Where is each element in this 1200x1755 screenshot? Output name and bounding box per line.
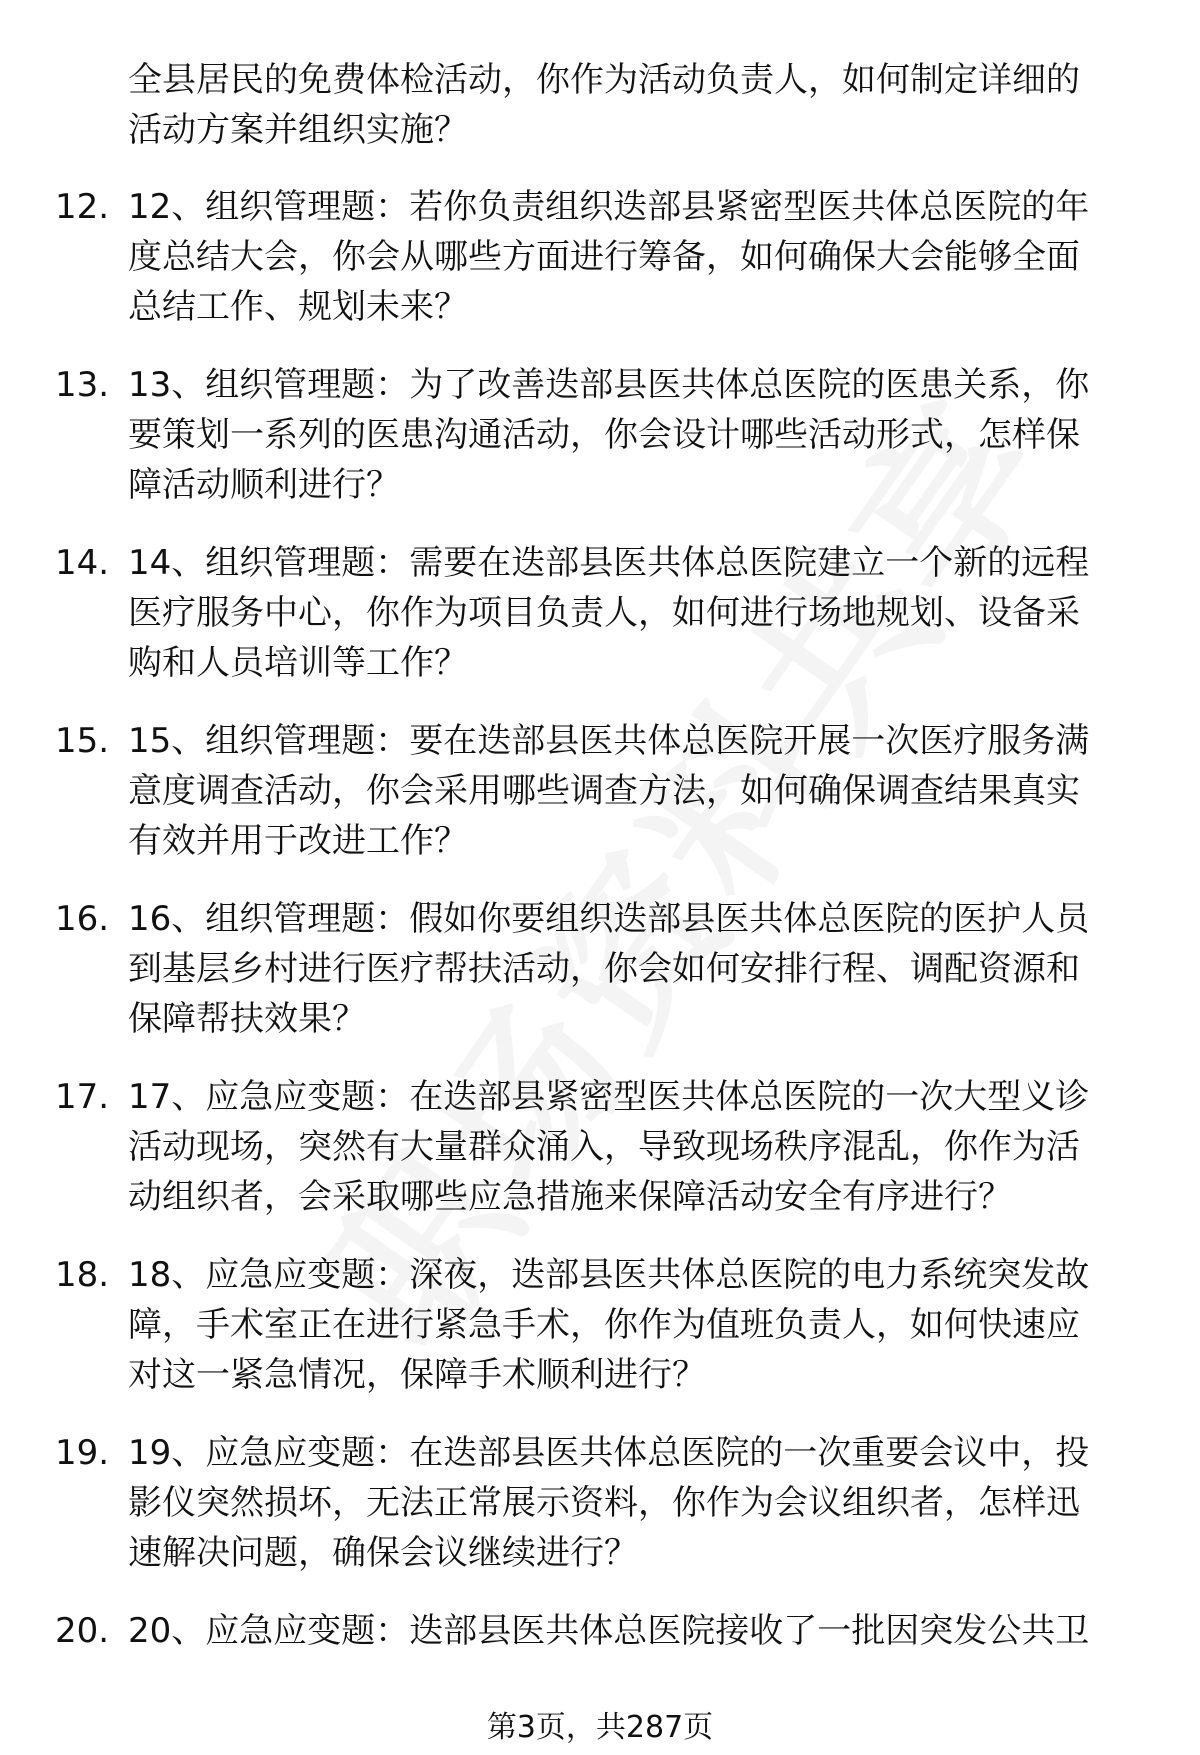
text-line: 12、组织管理题：若你负责组织迭部县紧密型医共体总医院的年: [128, 187, 1090, 227]
text-line: 动组织者，会采取哪些应急措施来保障活动安全有序进行？: [128, 1177, 1012, 1217]
text-line: 要策划一系列的医患沟通活动，你会设计哪些活动形式，怎样保: [128, 415, 1080, 455]
item-text: [128, 716, 1148, 866]
item-text: [128, 360, 1148, 510]
item-number: 19.: [55, 1433, 110, 1473]
text-line: 19、应急应变题：在迭部县医共体总医院的一次重要会议中，投: [128, 1433, 1090, 1473]
text-line: 总结工作、规划未来？: [128, 287, 468, 327]
text-line: 保障帮扶效果？: [128, 999, 366, 1039]
text-line: 影仪突然损坏，无法正常展示资料，你作为会议组织者，怎样迅: [128, 1483, 1080, 1523]
text-line: 购和人员培训等工作？: [128, 643, 468, 683]
item-number: 14.: [55, 543, 110, 583]
text-line: 15、组织管理题：要在迭部县医共体总医院开展一次医疗服务满: [128, 721, 1090, 761]
text-line: 对这一紧急情况，保障手术顺利进行？: [128, 1355, 706, 1395]
text-line: 度总结大会，你会从哪些方面进行筹备，如何确保大会能够全面: [128, 237, 1080, 277]
item-number: 13.: [55, 365, 110, 405]
text-line: 17、应急应变题：在迭部县紧密型医共体总医院的一次大型义诊: [128, 1077, 1090, 1117]
page-footer: 第3页，共287页: [486, 1710, 714, 1745]
item-text: [128, 1072, 1148, 1222]
item-text: [128, 538, 1148, 688]
text-line: 14、组织管理题：需要在迭部县医共体总医院建立一个新的远程: [128, 543, 1090, 583]
text-line: 障，手术室正在进行紧急手术，你作为值班负责人，如何快速应: [128, 1305, 1080, 1345]
item-text: [128, 1428, 1148, 1578]
text-line: 障活动顺利进行？: [128, 465, 400, 505]
text-line: 活动方案并组织实施？: [128, 110, 468, 150]
item-number: 12.: [55, 187, 110, 227]
item-number: 18.: [55, 1255, 110, 1295]
item-text: [128, 1606, 1148, 1656]
text-line: 意度调查活动，你会采用哪些调查方法，如何确保调查结果真实: [128, 771, 1080, 811]
text-line: 16、组织管理题：假如你要组织迭部县医共体总医院的医护人员: [128, 899, 1090, 939]
item-number: 16.: [55, 899, 110, 939]
item-text: [128, 1250, 1148, 1400]
text-line: 20、应急应变题：迭部县医共体总医院接收了一批因突发公共卫: [128, 1611, 1090, 1651]
text-line: 18、应急应变题：深夜，迭部县医共体总医院的电力系统突发故: [128, 1255, 1090, 1295]
item-text: [128, 182, 1148, 332]
text-line: 到基层乡村进行医疗帮扶活动，你会如何安排行程、调配资源和: [128, 949, 1080, 989]
text-line: 医疗服务中心，你作为项目负责人，如何进行场地规划、设备采: [128, 593, 1080, 633]
text-line: 速解决问题，确保会议继续进行？: [128, 1533, 638, 1573]
item-number: 20.: [55, 1611, 110, 1651]
text-line: 有效并用于改进工作？: [128, 821, 468, 861]
text-line: 活动现场，突然有大量群众涌入，导致现场秩序混乱，你作为活: [128, 1127, 1080, 1167]
item-number: 15.: [55, 721, 110, 761]
item-number: 17.: [55, 1077, 110, 1117]
item-text: [128, 55, 1148, 155]
text-line: 13、组织管理题：为了改善迭部县医共体总医院的医患关系，你: [128, 365, 1090, 405]
text-line: 全县居民的免费体检活动，你作为活动负责人，如何制定详细的: [128, 60, 1080, 100]
item-text: [128, 894, 1148, 1044]
